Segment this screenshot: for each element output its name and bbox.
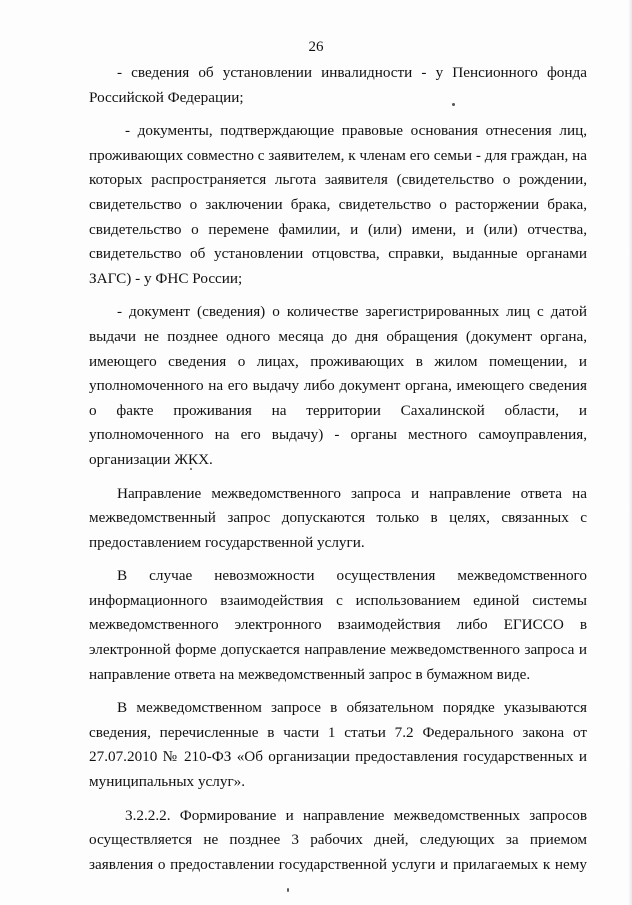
scan-dot [287, 888, 289, 892]
paragraph-disability-info: - сведения об установлении инвалидности - у Пенсионного фонда Российской Федерации; [89, 64, 587, 106]
paragraph-family-documents: - документы, подтверждающие правовые основания отнесения лиц, проживающих совместно с заявителем, к членам его семьи - для граждан, на которых распространяется льгота заявителя (свидетельство о рождении, свидетельство о заключении брака, свидетельство о расторжении брака, свидетельство о перемене фамилии, и (или) имени, и (или) отчества, свидетельство об установлении отцовства, справки, выданные органами ЗАГС) - у ФНС России; [89, 122, 587, 287]
scan-dot [190, 468, 192, 470]
paragraph-request-contents: В межведомственном запросе в обязательном порядке указываются сведения, перечисленные в части 1 статьи 7.2 Федерального закона от 27.07.2010 № 210-ФЗ «Об организации предоставления государственных и муниципальных услуг». [89, 699, 587, 791]
paragraph-paper-form: В случае невозможности осуществления межведомственного информационного взаимодействия с использованием единой системы межведомственного электронного взаимодействия либо ЕГИССО в электронной форме допускается направление межведомственного запроса и направление ответа на межведомственный запрос в бумажном виде. [89, 567, 587, 683]
page-edge-shadow [628, 0, 632, 905]
document-body [89, 61, 587, 886]
paragraph-request-purpose: Направление межведомственного запроса и направление ответа на межведомственный запрос допускаются только в целях, связанных с предоставлением государственной услуги. [89, 484, 587, 551]
page-number: 26 [308, 39, 324, 55]
paragraph-section-3-2-2-2: 3.2.2.2. Формирование и направление межведомственных запросов осуществляется не позднее 3 рабочих дней, следующих за приемом заявления о предоставлении государственной услуги и прилагаемых к нему [89, 806, 587, 873]
paragraph-registered-persons: - документ (сведения) о количестве зарегистрированных лиц с датой выдачи не позднее одного месяца до дня обращения (документ органа, имеющего сведения о лицах, проживающих в жилом помещении, и уполномоченного на его выдачу либо документ органа, имеющего сведения о факте проживания на территории Сахалинской области, и уполномоченного на его выдачу) - органы местного самоуправления, организации ЖКХ. [89, 303, 587, 468]
scan-dot [452, 103, 455, 106]
